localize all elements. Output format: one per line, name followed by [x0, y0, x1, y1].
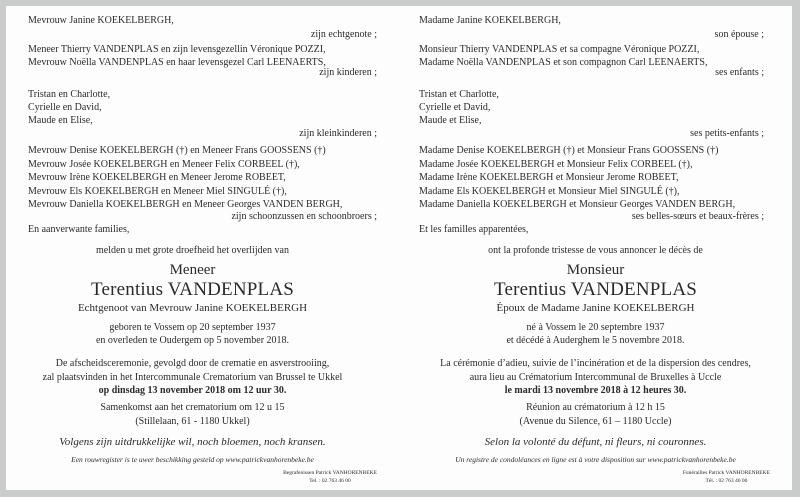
spouse-line: Madame Janine KOEKELBERGH, [419, 15, 561, 26]
ceremony-line: La cérémonie d’adieu, suivie de l’incinération et de la dispersion des cendres, [440, 358, 751, 369]
french-notice [399, 6, 792, 490]
wishes-line: Volgens zijn uitdrukkelijke wil, noch bloemen, noch kransen. [59, 436, 326, 448]
families-line: En aanverwante families, [28, 224, 130, 235]
inlaw-line: Madame Els KOEKELBERGH et Monsieur Miel SINGULÉ (†), [419, 186, 680, 197]
child-line: Madame Noëlla VANDENPLAS et son compagnon Carl LEENAERTS, [419, 57, 708, 68]
grandchild-line: Cyrielle en David, [28, 102, 102, 113]
grandchildren-role: ses petits-enfants ; [690, 128, 764, 139]
ceremony-line: De afscheidsceremonie, gevolgd door de crematie en asverstrooiing, [55, 358, 330, 369]
honorific: Monsieur [566, 262, 625, 278]
inlaw-line: Madame Irène KOEKELBERGH et Monsieur Jerome ROBEET, [419, 172, 679, 183]
inlaw-line: Mevrouw Josée KOEKELBERGH en Meneer Felix CORBEEL (†), [28, 159, 300, 170]
grandchild-line: Maude et Elise, [419, 115, 482, 126]
spouse-line: Mevrouw Janine KOEKELBERGH, [28, 15, 174, 26]
gathering-line: Samenkomst aan het crematorium om 12 u 15 [100, 402, 285, 413]
funeral-home-name: Funérailles Patrick VANHORENBEKE [682, 470, 770, 476]
honorific: Meneer [169, 262, 216, 278]
funeral-home-phone: Tél. : 02 763 46 00 [705, 478, 748, 484]
inlaws-role: zijn schoonzussen en schoonbroers ; [231, 211, 377, 222]
inlaws-role: ses belles-sœurs et beaux-frères ; [631, 211, 764, 222]
gathering-line: Réunion au crématorium à 12 h 15 [526, 402, 665, 413]
spouse-of: Echtgenoot van Mevrouw Janine KOEKELBERGH [77, 302, 308, 314]
ceremony-date: le mardi 13 novembre 2018 à 12 heures 30. [504, 385, 687, 396]
grandchild-line: Tristan et Charlotte, [419, 89, 499, 100]
spouse-of: Époux de Madame Janine KOEKELBERGH [496, 302, 695, 314]
death-line: en overleden te Oudergem op 5 november 2018. [95, 335, 290, 346]
dutch-notice [6, 6, 399, 490]
ceremony-line: zal plaatsvinden in het Intercommunale Crematorium van Brussel te Ukkel [42, 372, 343, 383]
deceased-name: Terentius VANDENPLAS [493, 279, 698, 300]
inlaw-line: Madame Denise KOEKELBERGH (†) et Monsieur Frans GOOSSENS (†) [419, 145, 719, 156]
death-notice-sheet [6, 6, 792, 490]
address-line: (Stillelaan, 61 - 1180 Ukkel) [135, 416, 250, 427]
funeral-home-block [283, 469, 377, 485]
child-line: Monsieur Thierry VANDENPLAS et sa compagne Véronique POZZI, [419, 44, 700, 55]
announcement-line: melden u met grote droefheid het overlijden van [96, 245, 289, 256]
spouse-role: son épouse ; [714, 29, 764, 40]
inlaw-line: Madame Daniella KOEKELBERGH et Monsieur Georges VANDEN BERGH, [419, 199, 736, 210]
inlaw-line: Mevrouw Irène KOEKELBERGH en Meneer Jerome ROBEET, [28, 172, 286, 183]
birth-line: né à Vossem le 20 septembre 1937 [526, 322, 665, 333]
funeral-home-phone: Tel. : 02 763 46 00 [309, 478, 351, 484]
grandchild-line: Maude en Elise, [28, 115, 93, 126]
announcement-line: ont la profonde tristesse de vous annoncer le décès de [488, 245, 703, 256]
ceremony-date: op dinsdag 13 november 2018 om 12 uur 30. [98, 385, 287, 396]
child-line: Meneer Thierry VANDENPLAS en zijn levensgezellin Véronique POZZI, [28, 44, 326, 55]
funeral-home-name: Begrafenissen Patrick VANHORENBEKE [283, 470, 377, 476]
children-role: ses enfants ; [715, 67, 764, 78]
spouse-role: zijn echtgenote ; [310, 29, 377, 40]
register-line: Un registre de condoléances en ligne est à votre disposition sur www.patrickvanhorenbeke.be [455, 455, 736, 464]
inlaw-line: Madame Josée KOEKELBERGH et Monsieur Felix CORBEEL (†), [419, 159, 693, 170]
deceased-name: Terentius VANDENPLAS [90, 279, 295, 300]
inlaw-line: Mevrouw Els KOEKELBERGH en Meneer Miel SINGULÉ (†), [28, 186, 287, 197]
child-line: Mevrouw Noëlla VANDENPLAS en haar levensgezel Carl LEENAERTS, [28, 57, 326, 68]
death-line: et décédé à Auderghem le 5 novembre 2018. [506, 335, 685, 346]
families-line: Et les familles apparentées, [419, 224, 529, 235]
funeral-home-block [683, 469, 770, 485]
inlaw-line: Mevrouw Denise KOEKELBERGH (†) en Meneer Frans GOOSSENS (†) [28, 145, 326, 156]
grandchild-line: Cyrielle et David, [419, 102, 491, 113]
inlaw-line: Mevrouw Daniella KOEKELBERGH en Meneer Georges VANDEN BERGH, [28, 199, 343, 210]
grandchildren-role: zijn kleinkinderen ; [299, 128, 377, 139]
children-role: zijn kinderen ; [319, 67, 377, 78]
birth-line: geboren te Vossem op 20 september 1937 [109, 322, 276, 333]
register-line: Een rouwregister is te uwer beschikking gesteld op www.patrickvanhorenbeke.be [71, 455, 314, 464]
grandchild-line: Tristan en Charlotte, [28, 89, 111, 100]
ceremony-line: aura lieu au Crématorium Intercommunal de Bruxelles à Uccle [469, 372, 722, 383]
wishes-line: Selon la volonté du défunt, ni fleurs, ni couronnes. [484, 436, 707, 448]
address-line: (Avenue du Silence, 61 – 1180 Uccle) [519, 416, 672, 427]
